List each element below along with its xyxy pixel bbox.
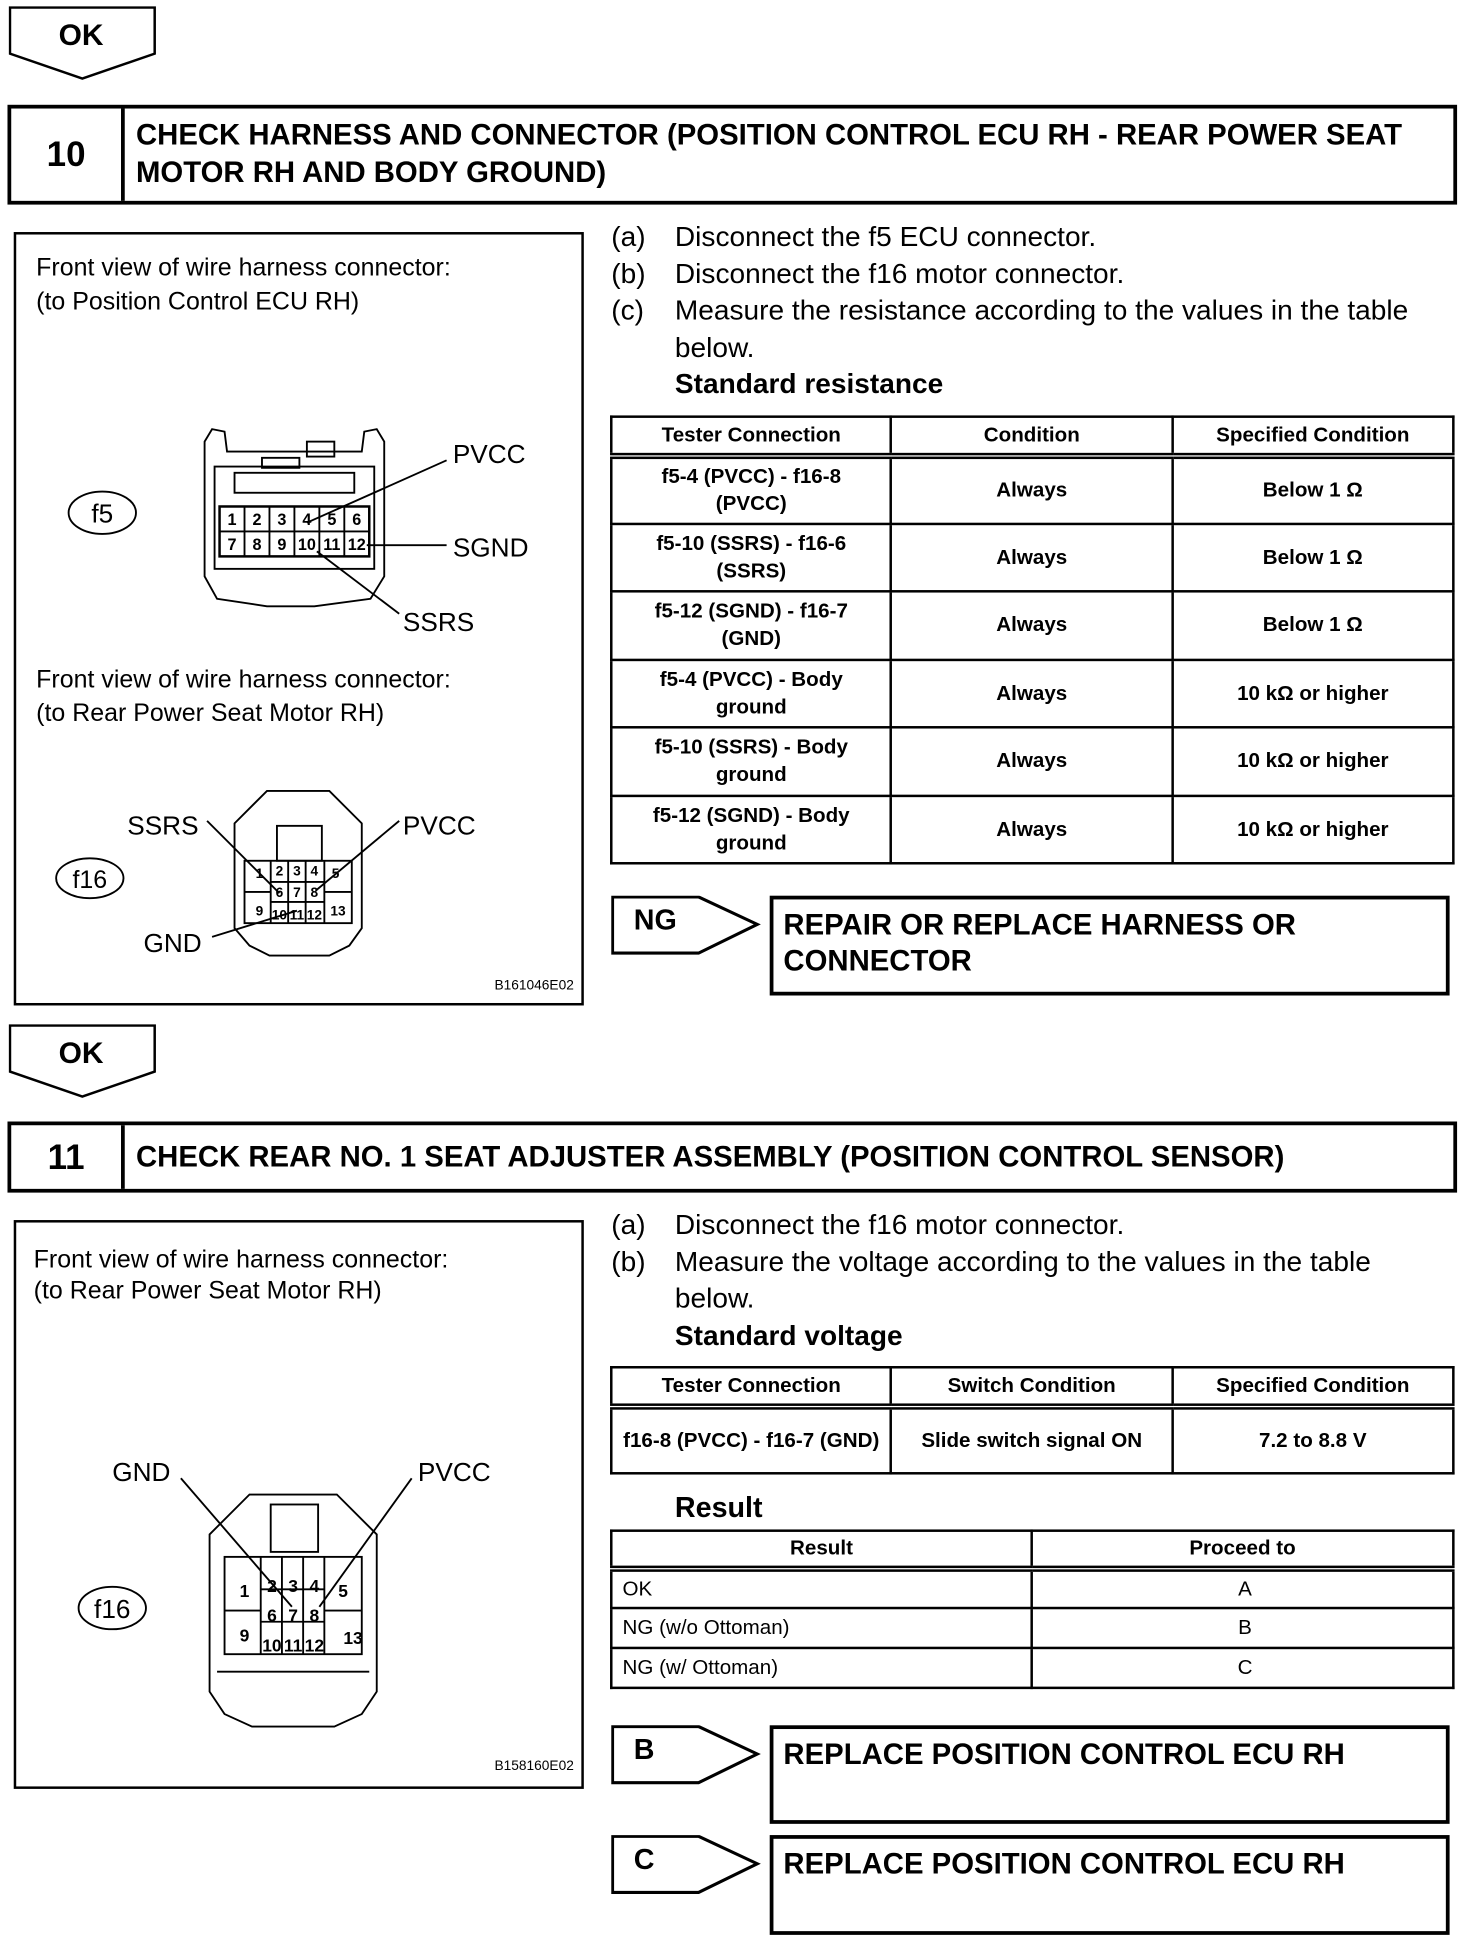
connector-id-f16: f16 [94, 1594, 131, 1625]
result-table [610, 1529, 1455, 1689]
column-header: Result [611, 1531, 1031, 1568]
pin-number: 7 [227, 536, 237, 555]
pin-number: 10 [262, 1635, 282, 1656]
column-header: Tester Connection [611, 417, 891, 456]
ng-action-box [770, 896, 1450, 996]
figure-code: B158160E02 [494, 1758, 574, 1774]
pin-number: 12 [347, 536, 366, 555]
pin-number: 1 [227, 511, 237, 530]
result-value: NG (w/o Ottoman) [611, 1608, 1031, 1648]
tester-connection: f5-4 (PVCC) - f16-8 (PVCC) [611, 455, 891, 523]
condition: Always [891, 591, 1172, 659]
pin-number: 5 [331, 866, 340, 882]
step-title: CHECK REAR NO. 1 SEAT ADJUSTER ASSEMBLY (POSITION CONTROL SENSOR) [135, 1140, 1285, 1173]
pin-number: 7 [293, 884, 301, 900]
connector-id-f5: f5 [91, 498, 114, 529]
label-ssrs: SSRS [402, 607, 475, 638]
table-row [611, 1648, 1453, 1688]
pin-number: 2 [275, 863, 284, 879]
ng-label: NG [633, 903, 677, 936]
pin-number: 2 [252, 511, 262, 530]
step-text: Disconnect the f16 motor connector. [674, 257, 1125, 289]
table-row [611, 1406, 1453, 1473]
specified-condition: Below 1 Ω [1172, 591, 1453, 659]
table-row [611, 659, 1453, 727]
tester-connection: f5-12 (SGND) - Body ground [611, 795, 891, 863]
f16-pin-numbers [240, 1576, 363, 1656]
pin-number: 6 [275, 884, 284, 900]
step-10-header [7, 105, 1457, 205]
figure-connectors-f5-f16 [14, 232, 584, 1005]
b-flow-tag [611, 1725, 758, 1782]
connector-id-f16: f16 [72, 866, 108, 895]
label-pvcc: PVCC [417, 1456, 491, 1487]
pin-number: 11 [283, 1635, 303, 1656]
table-row [611, 795, 1453, 863]
step-number: 11 [11, 1125, 125, 1189]
condition: Always [891, 523, 1172, 591]
label-pvcc: PVCC [402, 810, 476, 841]
pin-number: 9 [239, 1625, 250, 1646]
proceed-to: B [1032, 1608, 1454, 1648]
step-text: Disconnect the f5 ECU connector. [674, 220, 1097, 252]
table-row [611, 1568, 1453, 1608]
c-flow-tag [611, 1835, 758, 1892]
pin-number: 1 [255, 866, 264, 882]
figure-caption: (to Position Control ECU RH) [36, 288, 360, 316]
label-sgnd: SGND [452, 532, 529, 563]
ok-label: OK [58, 1036, 104, 1071]
column-header: Specified Condition [1172, 1367, 1453, 1406]
step-11-header [7, 1122, 1457, 1193]
step-number: 10 [11, 109, 125, 201]
step-text: Disconnect the f16 motor connector. [674, 1208, 1125, 1241]
step-10-instructions [611, 218, 1459, 402]
pin-number: 3 [288, 1575, 299, 1596]
switch-condition: Slide switch signal ON [891, 1406, 1172, 1473]
result-value: OK [611, 1568, 1031, 1608]
condition: Always [891, 795, 1172, 863]
figure-code: B161046E02 [494, 978, 574, 994]
column-header: Specified Condition [1172, 417, 1453, 456]
table-row [611, 523, 1453, 591]
pin-number: 9 [255, 903, 264, 919]
ng-action-text: REPAIR OR REPLACE HARNESS OR CONNECTOR [783, 908, 1296, 977]
pin-number: 8 [310, 884, 319, 900]
column-header: Condition [891, 417, 1172, 456]
pin-number: 1 [239, 1580, 250, 1601]
step-text: Measure the resistance according to the values in the table below. [674, 294, 1409, 363]
specified-condition: 10 kΩ or higher [1172, 727, 1453, 795]
pin-number: 12 [304, 1635, 325, 1656]
figure-caption: Front view of wire harness connector: [33, 1246, 449, 1274]
f16-pin-numbers [256, 864, 346, 923]
condition: Always [891, 727, 1172, 795]
figure-caption: Front view of wire harness connector: [36, 254, 451, 282]
ok-label: OK [58, 18, 104, 53]
step-label: (a) [611, 220, 646, 252]
pin-number: 13 [343, 1628, 363, 1649]
pin-number: 5 [327, 511, 337, 530]
table-row [611, 727, 1453, 795]
pin-number: 8 [252, 536, 262, 555]
pin-number: 11 [289, 907, 305, 923]
b-action-box [770, 1725, 1450, 1824]
pin-number: 4 [309, 1575, 320, 1596]
table-title: Standard resistance [674, 368, 944, 400]
pin-number: 4 [310, 863, 319, 879]
result-value: NG (w/ Ottoman) [611, 1648, 1031, 1688]
pin-number: 2 [267, 1575, 277, 1596]
ok-flow-arrow [9, 1024, 156, 1096]
label-gnd: GND [143, 927, 202, 958]
column-header: Proceed to [1032, 1531, 1454, 1568]
pin-number: 3 [293, 863, 301, 879]
label-ssrs: SSRS [127, 810, 199, 841]
specified-condition: Below 1 Ω [1172, 523, 1453, 591]
pin-number: 3 [277, 511, 287, 530]
pin-number: 6 [352, 511, 362, 530]
step-label: (a) [611, 1208, 646, 1241]
tester-connection: f5-4 (PVCC) - Body ground [611, 659, 891, 727]
voltage-table [610, 1366, 1455, 1475]
pin-number: 10 [297, 536, 316, 555]
c-action-box [770, 1835, 1450, 1935]
proceed-to: A [1032, 1568, 1454, 1608]
label-pvcc: PVCC [452, 438, 526, 469]
column-header: Switch Condition [891, 1367, 1172, 1406]
b-label: B [633, 1732, 655, 1766]
proceed-to: C [1032, 1648, 1454, 1688]
figure-caption: Front view of wire harness connector: [36, 666, 451, 694]
c-label: C [633, 1842, 655, 1875]
label-gnd: GND [112, 1456, 171, 1487]
pin-number: 11 [323, 536, 341, 555]
specified-condition: 10 kΩ or higher [1172, 659, 1453, 727]
table-title: Standard voltage [674, 1319, 903, 1351]
table-row [611, 591, 1453, 659]
step-11-instructions [611, 1206, 1459, 1353]
ng-flow-tag [611, 896, 758, 953]
step-label: (b) [611, 257, 646, 289]
pin-number: 13 [330, 903, 346, 919]
tester-connection: f16-8 (PVCC) - f16-7 (GND) [611, 1406, 891, 1473]
pin-number: 8 [309, 1605, 320, 1626]
pin-number: 6 [267, 1605, 277, 1626]
step-title: CHECK HARNESS AND CONNECTOR (POSITION CONTROL ECU RH - REAR POWER SEAT MOTOR RH AND BODY GROUND) [135, 118, 1403, 189]
tester-connection: f5-10 (SSRS) - Body ground [611, 727, 891, 795]
specified-condition: 10 kΩ or higher [1172, 795, 1453, 863]
table-row [611, 1608, 1453, 1648]
condition: Always [891, 659, 1172, 727]
pin-number: 12 [306, 907, 323, 923]
resistance-table [610, 415, 1455, 864]
column-header: Tester Connection [611, 1367, 891, 1406]
tester-connection: f5-12 (SGND) - f16-7 (GND) [611, 591, 891, 659]
result-title: Result [674, 1490, 763, 1524]
connector-diagram [16, 1223, 581, 1787]
pin-number: 10 [271, 907, 288, 923]
connector-diagram [16, 235, 581, 1003]
tester-connection: f5-10 (SSRS) - f16-6 (SSRS) [611, 523, 891, 591]
step-label: (b) [611, 1245, 646, 1277]
pin-number: 9 [277, 536, 287, 555]
ok-flow-arrow [9, 6, 156, 78]
condition: Always [891, 455, 1172, 523]
specified-condition: Below 1 Ω [1172, 455, 1453, 523]
figure-caption: (to Rear Power Seat Motor RH) [36, 699, 385, 728]
specified-condition: 7.2 to 8.8 V [1172, 1406, 1453, 1473]
c-action-text: REPLACE POSITION CONTROL ECU RH [783, 1847, 1345, 1880]
b-action-text: REPLACE POSITION CONTROL ECU RH [783, 1737, 1345, 1771]
step-text: Measure the voltage according to the values in the table below. [674, 1245, 1371, 1314]
table-row [611, 455, 1453, 523]
figure-caption: (to Rear Power Seat Motor RH) [33, 1277, 382, 1305]
pin-number: 7 [288, 1605, 299, 1626]
figure-connector-f16 [14, 1220, 584, 1789]
pin-number: 4 [302, 511, 312, 530]
step-label: (c) [611, 294, 645, 326]
pin-number: 5 [338, 1580, 348, 1601]
